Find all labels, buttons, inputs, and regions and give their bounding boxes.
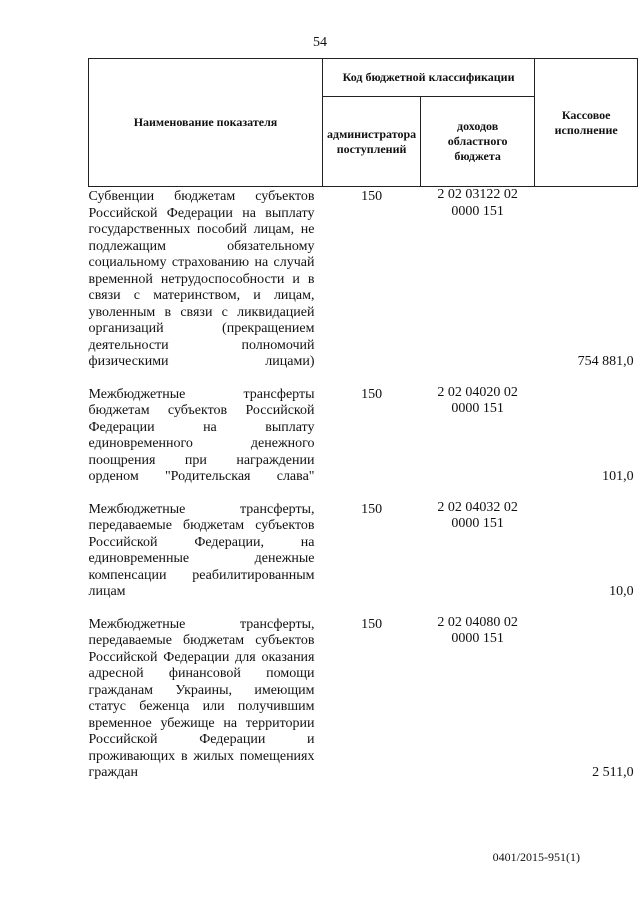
row-name: Субвенции бюджетам субъектов Российской Федерации на выплату государственных пособий лицам, не подлежащим обязательному социальному страхованию на случай временной нетрудоспособности и в связи с материнством, и лицам, уволенным в связи с ликвидацией организаций (прекращением деятельности полномочий физическими лицами) bbox=[88, 189, 315, 369]
document-code: 0401/2015-951(1) bbox=[492, 850, 580, 864]
row-admin-code: 150 bbox=[361, 501, 383, 517]
row-amount: 101,0 bbox=[602, 469, 634, 484]
header-admin: администратора поступлений bbox=[323, 97, 421, 187]
row-admin-code: 150 bbox=[361, 616, 383, 632]
table-row bbox=[89, 500, 638, 615]
row-name: Межбюджетные трансферты, передаваемые бюджетам субъектов Российской Федерации для оказания адресной финансовой помощи гражданам Украины, имеющим статус беженца или получившим временное убежище на территории Российской Федерации и проживающих в жилых помещениях граждан bbox=[88, 616, 315, 780]
row-income-code: 2 02 04032 02 0000 151 bbox=[437, 499, 518, 531]
row-amount: 754 881,0 bbox=[577, 354, 634, 369]
page-number: 54 bbox=[313, 35, 327, 50]
row-income-code: 2 02 04020 02 0000 151 bbox=[437, 384, 518, 416]
header-amount: Кассовое исполнение bbox=[535, 59, 638, 187]
table-row bbox=[89, 187, 638, 385]
row-name: Межбюджетные трансферты бюджетам субъектов Российской Федерации на выплату единовременного денежного поощрения при награждении орденом "Родительская слава" bbox=[88, 386, 315, 484]
table-body bbox=[89, 187, 638, 782]
header-income: доходов областного бюджета bbox=[421, 97, 535, 187]
row-amount: 10,0 bbox=[609, 584, 634, 599]
table-row bbox=[89, 615, 638, 782]
header-code-group: Код бюджетной классификации bbox=[323, 59, 535, 97]
header-name: Наименование показателя bbox=[89, 59, 323, 187]
row-name: Межбюджетные трансферты, передаваемые бюджетам субъектов Российской Федерации, на единовременные денежные компенсации реабилитированным лицам bbox=[88, 501, 315, 599]
row-admin-code: 150 bbox=[361, 386, 383, 402]
row-amount: 2 511,0 bbox=[592, 765, 634, 780]
row-income-code: 2 02 04080 02 0000 151 bbox=[437, 614, 518, 646]
table-row bbox=[89, 385, 638, 500]
budget-table bbox=[88, 58, 638, 782]
row-income-code: 2 02 03122 02 0000 151 bbox=[437, 187, 518, 219]
row-admin-code: 150 bbox=[361, 189, 383, 204]
table-header bbox=[89, 59, 638, 187]
